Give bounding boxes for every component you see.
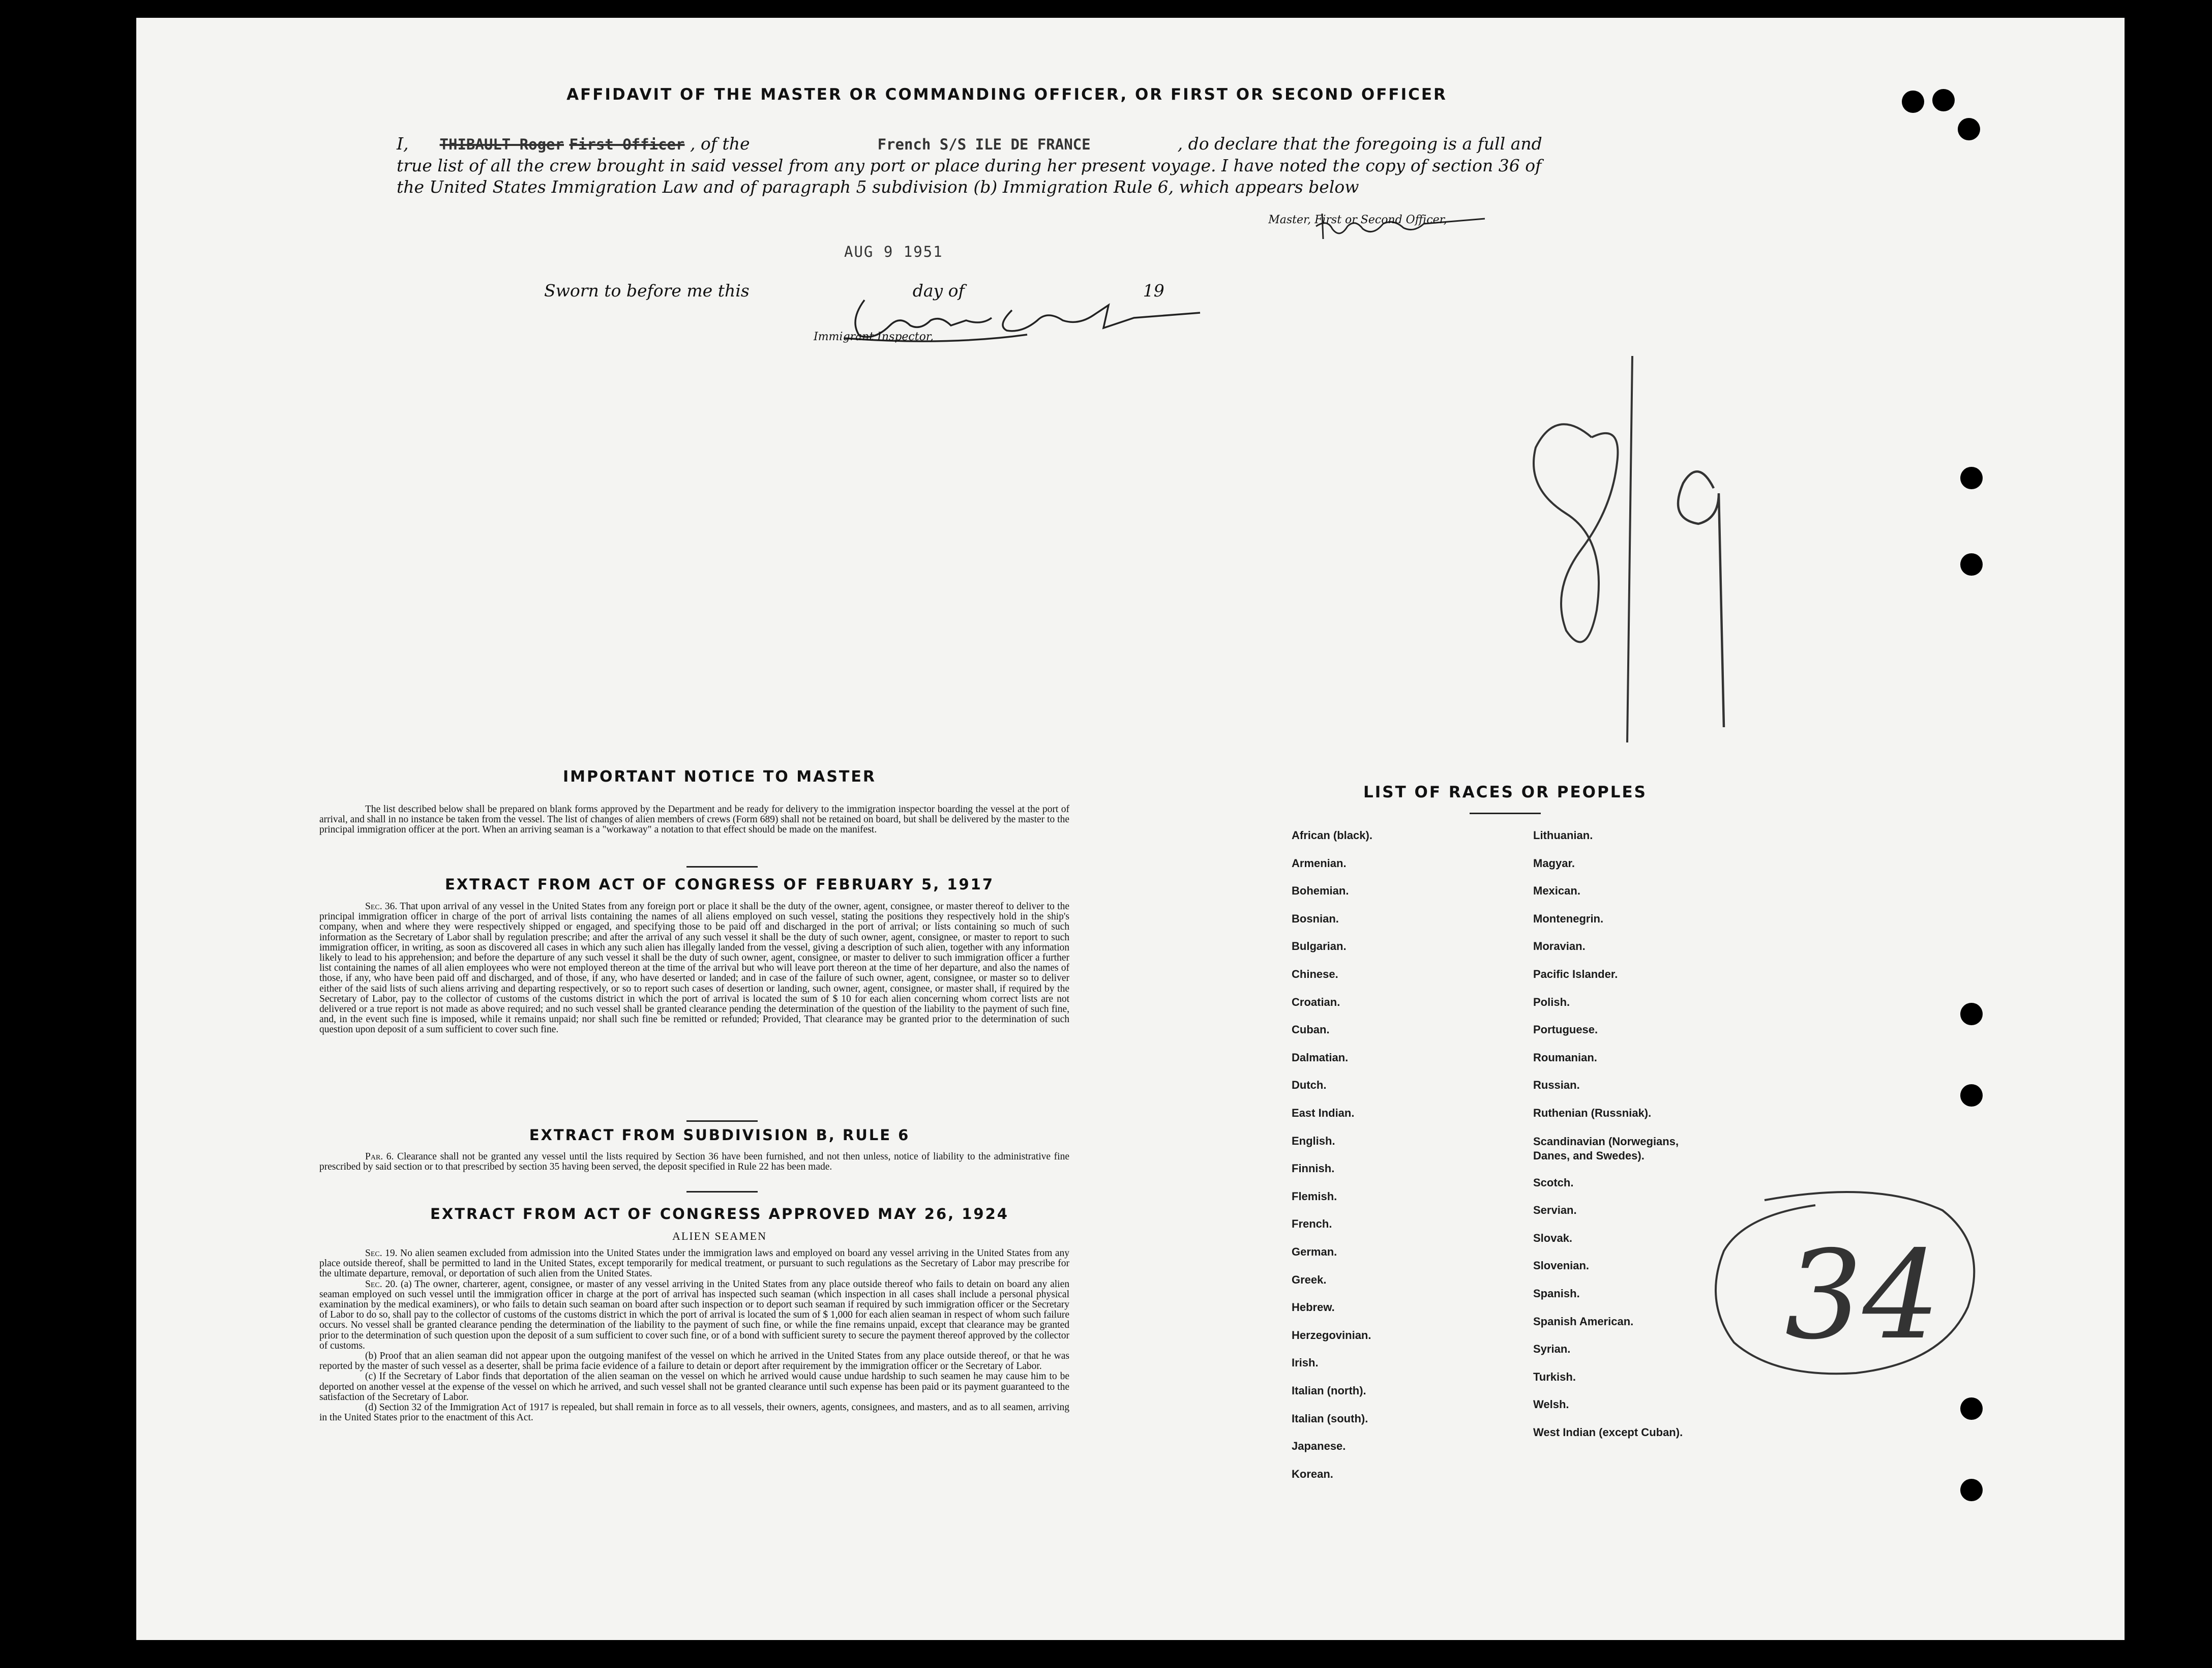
punch-hole bbox=[1902, 91, 1924, 113]
master-signature-caption: Master, First or Second Officer, bbox=[1268, 214, 1447, 226]
divider bbox=[686, 1120, 758, 1122]
extract-1917-title: EXTRACT FROM ACT OF CONGRESS OF FEBRUARY 5, 1917 bbox=[444, 876, 995, 893]
sec-36-label: Sec. 36. bbox=[365, 901, 398, 912]
inspector-caption: Immigrant Inspector, bbox=[814, 331, 934, 343]
race-item: Pacific Islander. bbox=[1533, 968, 1618, 980]
race-item: Hebrew. bbox=[1292, 1301, 1335, 1314]
race-item: Dutch. bbox=[1292, 1079, 1327, 1092]
declaration-body: that the foregoing is a full and true list of all the crew brought in said vessel from any port or place during her present voyage. I have noted the copy of section 36 of the United States Immigration Law and of paragraph 5 subdivision (b) Immigration Rule 6, which appears below bbox=[397, 134, 1542, 197]
race-item: Japanese. bbox=[1292, 1440, 1346, 1453]
officer-name: THIBAULT Roger bbox=[439, 136, 564, 153]
race-item: Armenian. bbox=[1292, 856, 1347, 870]
alien-seamen-subtitle: ALIEN SEAMEN bbox=[672, 1230, 767, 1242]
sec-20a-paragraph bbox=[319, 1279, 1069, 1351]
handwritten-date-mark bbox=[1505, 346, 1780, 763]
race-item: Dalmatian. bbox=[1292, 1051, 1349, 1064]
race-item: Flemish. bbox=[1292, 1189, 1337, 1203]
day-of-text: day of bbox=[912, 281, 965, 301]
extract-1924-body bbox=[319, 1248, 1069, 1423]
races-title: LIST OF RACES OR PEOPLES bbox=[1363, 783, 1648, 801]
race-item: Scandinavian (Norwegians, Danes, and Swedes). bbox=[1533, 1135, 1679, 1162]
race-item: Finnish. bbox=[1292, 1162, 1335, 1175]
extract-1924-title: EXTRACT FROM ACT OF CONGRESS APPROVED MAY 26, 1924 bbox=[430, 1205, 1009, 1223]
race-item: Roumanian. bbox=[1533, 1051, 1597, 1064]
race-item: Italian (south). bbox=[1292, 1412, 1368, 1425]
punch-hole bbox=[1960, 1084, 1983, 1107]
punch-hole bbox=[1960, 467, 1983, 489]
race-item: Magyar. bbox=[1533, 856, 1575, 870]
race-item: French. bbox=[1292, 1217, 1332, 1231]
race-item: Russian. bbox=[1533, 1079, 1580, 1092]
race-item: Mexican. bbox=[1533, 884, 1580, 898]
divider bbox=[686, 1191, 758, 1193]
race-item: Bosnian. bbox=[1292, 912, 1339, 925]
notice-title: IMPORTANT NOTICE TO MASTER bbox=[563, 768, 876, 786]
race-item: Chinese. bbox=[1292, 968, 1338, 980]
race-item: Korean. bbox=[1292, 1467, 1333, 1480]
par-6-text: Clearance shall not be granted any vessel until the lists required by Section 36 have been furnished, and not then unless, notice of liability to the administrative fine prescribed by said section or to that prescribed by section 35 having been served, the deposit specified in Rule 22 has been made. bbox=[319, 1151, 1070, 1173]
divider bbox=[686, 866, 758, 868]
race-item: Syrian. bbox=[1533, 1343, 1571, 1356]
sworn-prefix: Sworn to before me this bbox=[544, 281, 750, 301]
race-item: Servian. bbox=[1533, 1204, 1577, 1217]
race-item: African (black). bbox=[1292, 829, 1372, 842]
race-item: Bohemian. bbox=[1292, 884, 1349, 898]
race-item: Bulgarian. bbox=[1292, 940, 1347, 953]
race-item: Slovak. bbox=[1533, 1231, 1573, 1244]
race-item: East Indian. bbox=[1292, 1107, 1355, 1119]
of-the-text: , of the bbox=[690, 134, 750, 154]
date-stamp: AUG 9 1951 bbox=[844, 243, 943, 260]
race-item: Cuban. bbox=[1292, 1023, 1330, 1036]
race-item: Spanish American. bbox=[1533, 1315, 1634, 1328]
affidavit-title: AFFIDAVIT OF THE MASTER OR COMMANDING OFFICER, OR FIRST OR SECOND OFFICER bbox=[566, 85, 1447, 104]
declaration-text bbox=[397, 133, 1551, 198]
race-item: Irish. bbox=[1292, 1356, 1319, 1369]
circled-number-text: 34 bbox=[1785, 1224, 1940, 1366]
race-item: Greek. bbox=[1292, 1273, 1327, 1286]
race-item: Herzegovinian. bbox=[1292, 1328, 1371, 1342]
race-item: German. bbox=[1292, 1245, 1337, 1258]
race-item: Lithuanian. bbox=[1533, 829, 1593, 842]
year-prefix: 19 bbox=[1143, 281, 1164, 301]
sec-20a-text: (a) The owner, charterer, agent, consignee, or master of any vessel arriving in the United States from any place outside thereof who fails to detain on board any alien seaman employed on such vessel until the immigration officer in charge at the port of arrival has inspected such seaman (which inspection in all cases shall include a personal physical examination by the medical examiners), or who fails to detain such seaman on board after such inspection or to deport such seaman if required by such immigration officer or the Secretary of Labor to do so, shall pay to the collector of customs of the customs district in which the port of arrival is located the sum of $ 1,000 for each alien seaman in respect of whom such failure occurs. No vessel shall be granted clearance pending the determination of the liability to the payment of such fine, or while the fine remains unpaid, except that clearance may be granted prior to the determination of such question upon the deposit of a sum sufficient to cover such fine, or of a bond with sufficient surety to secure the payment thereof approved by the collector of customs. bbox=[319, 1278, 1069, 1351]
race-item: West Indian (except Cuban). bbox=[1533, 1426, 1683, 1439]
punch-hole bbox=[1960, 1397, 1983, 1420]
race-item: Montenegrin. bbox=[1533, 912, 1604, 925]
extract-1917-body bbox=[319, 902, 1069, 1035]
handwritten-circled-number bbox=[1703, 1180, 1988, 1383]
race-item: Croatian. bbox=[1292, 995, 1340, 1008]
punch-hole bbox=[1932, 89, 1955, 111]
extract-rule6-title: EXTRACT FROM SUBDIVISION B, RULE 6 bbox=[529, 1126, 910, 1144]
sec-20d-paragraph: (d) Section 32 of the Immigration Act of 1917 is repealed, but shall remain in force as to all vessels, their owners, agents, consignees, and masters, and as to all seamen, arriving in the United States prior to the enactment of this Act. bbox=[319, 1402, 1069, 1423]
race-item: Scotch. bbox=[1533, 1176, 1574, 1189]
race-item: Portuguese. bbox=[1533, 1023, 1598, 1036]
race-item: Turkish. bbox=[1533, 1370, 1576, 1383]
par-6-label: Par. 6. bbox=[365, 1151, 394, 1162]
race-item: Polish. bbox=[1533, 995, 1570, 1008]
punch-hole bbox=[1958, 118, 1980, 140]
race-item: Italian (north). bbox=[1292, 1384, 1366, 1397]
do-declare-text: , do declare bbox=[1177, 134, 1278, 154]
vessel-name: French S/S ILE DE FRANCE bbox=[877, 136, 1091, 153]
notice-body: The list described below shall be prepared on blank forms approved by the Department and be ready for delivery to the immigration inspector boarding the vessel at the port of arrival, and shall in no instance be taken from the vessel. The list of changes of alien members of crews (Form 689) shall not be retained on board, but shall be delivered by the master to the principal immigration officer at the port. When an arriving seaman is a "workaway" a notation to that effect should be made on the manifest. bbox=[319, 804, 1069, 836]
sec-20c-paragraph: (c) If the Secretary of Labor finds that deportation of the alien seaman on the vessel on which he arrived would cause undue hardship to such seamen he may cause him to be deported on another vessel at the expense of the vessel on which he arrived, and such vessel shall not be granted clearance until such expense has been paid or its payment guaranteed to the satisfaction of the Secretary of Labor. bbox=[319, 1371, 1069, 1403]
sec-19-text: No alien seamen excluded from admission into the United States under the immigration laws and employed on board any vessel arriving in the United States from any place outside thereof, shall be permitted to land in the United States, except temporarily for medical treatment, or pursuant to such regulations as the Secretary of Labor may prescribe for the ultimate departure, removal, or deportation of such alien from the United States. bbox=[319, 1248, 1070, 1279]
sec-19-label: Sec. 19. bbox=[365, 1248, 398, 1259]
punch-hole bbox=[1960, 1003, 1983, 1025]
race-item: Ruthenian (Russniak). bbox=[1533, 1107, 1652, 1119]
sec-19-paragraph bbox=[319, 1248, 1069, 1279]
extract-rule6-body bbox=[319, 1152, 1069, 1172]
punch-hole bbox=[1960, 553, 1983, 576]
declaration-i: I, bbox=[397, 134, 409, 154]
sec-20-label: Sec. 20. bbox=[365, 1278, 398, 1290]
sec-20b-paragraph: (b) Proof that an alien seaman did not appear upon the outgoing manifest of the vessel on which he arrived in the United States from any place outside thereof, or that he was reported by the master of such vessel as a deserter, shall be prima facie evidence of a failure to detain or deport after requirement by the immigration officer or the Secretary of Labor. bbox=[319, 1351, 1069, 1372]
divider bbox=[1470, 813, 1541, 814]
punch-hole bbox=[1960, 1479, 1983, 1501]
race-item: Welsh. bbox=[1533, 1398, 1569, 1411]
race-item: Spanish. bbox=[1533, 1287, 1580, 1300]
race-item: Moravian. bbox=[1533, 940, 1586, 953]
officer-role: First Officer bbox=[569, 136, 685, 153]
race-item: Slovenian. bbox=[1533, 1259, 1590, 1272]
race-item: English. bbox=[1292, 1134, 1335, 1147]
sec-36-text: That upon arrival of any vessel in the United States from any foreign port or place it shall be the duty of the owner, agent, consignee, or master thereof to deliver to the principal immigration officer in charge of the port of arrival lists containing the names of all aliens employed on such vessel, stating the positions they respectively hold in the ship's company, when and where they were respectively shipped or engaged, and specifying those to be paid off and discharged in the port of arrival; or lists containing so much of such information as the Secretary of Labor shall by regulation prescribe; and after the arrival of any such vessel it shall be the duty of such owner, agent, consignee, or master to report to such immigration officer, in writing, as soon as discovered all cases in which any such alien has illegally landed from the vessel, giving a description of such alien, together with any information likely to lead to his apprehension; and before the departure of any such vessel it shall be the duty of such owner, agent, consignee, or master to deliver to such immigration officer a further list containing the names of all alien employees who were not employed thereon at the time of the arrival but who will leave port thereon at the time of her departure, and also the names of those, if any, who have been paid off and discharged, and of those, if any, who have deserted or landed; and in case of the failure of such owner, agent, consignee, or master so to deliver either of the said lists of such aliens arriving and departing respectively, or so to report such cases of desertion or landing, such owner, agent, consignee, or master shall, if required by the Secretary of Labor, pay to the collector of customs of the customs district in which the port of arrival is located the sum of $ 10 for each alien concerning whom correct lists are not delivered or a true report is not made as above required; and no such vessel shall be granted clearance pending the determination of the question of the liability to the payment of such fine, and, in the event such fine is imposed, while it remains unpaid; nor shall such fine be remitted or refunded; Provided, That clearance may be granted prior to the determination of such question upon deposit of a sum sufficient to cover such fine. bbox=[319, 901, 1069, 1035]
